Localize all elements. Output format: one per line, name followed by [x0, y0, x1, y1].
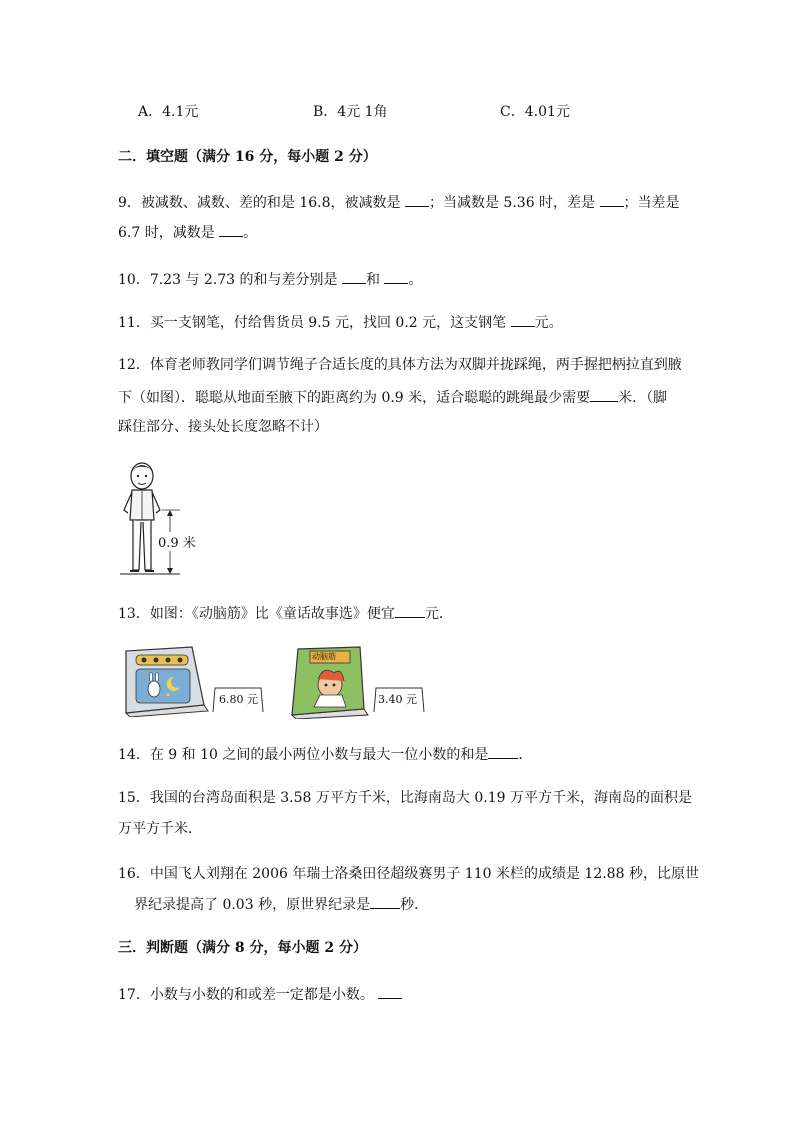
q10-text-b: 和: [365, 272, 385, 288]
question-10: [118, 269, 422, 290]
question-12-line-3: 踩住部分、接头处长度忽略不计）: [118, 419, 328, 435]
question-11: [118, 312, 563, 333]
answer-blank[interactable]: [590, 387, 618, 402]
q9-text-a: 9．被减数、减数、差的和是 16.8，被减数是: [118, 195, 405, 211]
question-15-line-1: 15．我国的台湾岛面积是 3.58 万平方千米，比海南岛大 0.19 万平方千米，海南岛的面积是: [118, 790, 692, 806]
question-16-line-2: [134, 894, 428, 915]
q9-text-c: ；当差是: [623, 195, 680, 211]
q13-text-b: 元．: [424, 606, 453, 622]
question-14: [118, 744, 532, 765]
section-3-title: 三．判断题（满分 8 分，每小题 2 分）: [118, 940, 367, 956]
q17-text: 17．小数与小数的和或差一定都是小数。: [118, 987, 379, 1003]
price-tag-1: [211, 686, 265, 714]
question-12-line-2: [118, 387, 667, 408]
answer-blank[interactable]: [511, 312, 535, 327]
story-book-icon: [122, 645, 210, 717]
q16-text-a: 界纪录提高了 0.03 秒，原世界纪录是: [134, 897, 371, 913]
question-9-line-2: [118, 222, 257, 243]
book-1-illustration: [122, 645, 210, 717]
q14-text-a: 14．在 9 和 10 之间的最小两位小数与最大一位小数的和是: [118, 747, 489, 763]
price-tag-1-label: 6.80 元: [219, 693, 258, 706]
book-2-illustration: [290, 645, 370, 719]
question-15-line-2: 万平方千米．: [118, 821, 202, 837]
answer-blank[interactable]: [370, 894, 400, 909]
option-letter: A．: [138, 104, 163, 120]
question-13: [118, 603, 453, 624]
q10-text-a: 10．7.23 与 2.73 的和与差分别是: [118, 272, 342, 288]
option-text: 4.01元: [524, 104, 570, 120]
question-9-line-1: [118, 192, 680, 213]
q14-text-b: ．: [518, 747, 533, 763]
q12-text-a: 下（如图）．聪聪从地面至腋下的距离约为 0.9 米，适合聪聪的跳绳最少需要: [118, 390, 591, 406]
answer-blank[interactable]: [405, 192, 429, 207]
measurement-label: 0.9 米: [158, 532, 196, 551]
price-tag-2: [372, 686, 426, 714]
option-letter: B．: [313, 104, 338, 120]
option-letter: C．: [500, 104, 525, 120]
boy-illustration: [118, 458, 208, 580]
boy-height-figure: [118, 458, 208, 580]
q9-text-b: ；当减数是 5.36 时，差是: [428, 195, 600, 211]
section-2-title: 二．填空题（满分 16 分，每小题 2 分）: [118, 149, 377, 165]
q10-text-c: 。: [408, 272, 423, 288]
option-text: 4元 1角: [337, 104, 388, 120]
answer-blank[interactable]: [395, 603, 425, 618]
option-text: 4.1元: [162, 104, 199, 120]
q8-option-a: [138, 102, 198, 122]
q8-option-b: [313, 102, 388, 122]
answer-blank[interactable]: [219, 222, 243, 237]
q9-text-d: 6.7 时，减数是: [118, 225, 220, 241]
q16-text-b: 秒．: [400, 897, 429, 913]
answer-blank[interactable]: [378, 984, 402, 999]
q11-text-b: 元。: [534, 315, 563, 331]
answer-blank[interactable]: [384, 269, 408, 284]
q9-text-e: 。: [243, 225, 258, 241]
answer-blank[interactable]: [600, 192, 624, 207]
answer-blank[interactable]: [342, 269, 366, 284]
answer-blank[interactable]: [488, 744, 518, 759]
q12-text-b: 米．（脚: [618, 390, 668, 406]
q13-text-a: 13．如图：《动脑筋》比《童话故事选》便宜: [118, 606, 395, 622]
question-12-line-1: 12．体育老师教同学们调节绳子合适长度的具体方法为双脚并拢踩绳，两手握把柄拉直到腋: [118, 357, 682, 373]
q11-text-a: 11．买一支钢笔，付给售货员 9.5 元，找回 0.2 元，这支钢笔: [118, 315, 511, 331]
price-tag-2-label: 3.40 元: [378, 693, 417, 706]
book-2-cover-title: 动脑筋: [312, 652, 336, 661]
question-17: [118, 984, 402, 1005]
q8-option-c: [500, 102, 570, 122]
question-16-line-1: 16．中国飞人刘翔在 2006 年瑞士洛桑田径超级赛男子 110 米栏的成绩是 12.88 秒，比原世: [118, 866, 699, 882]
